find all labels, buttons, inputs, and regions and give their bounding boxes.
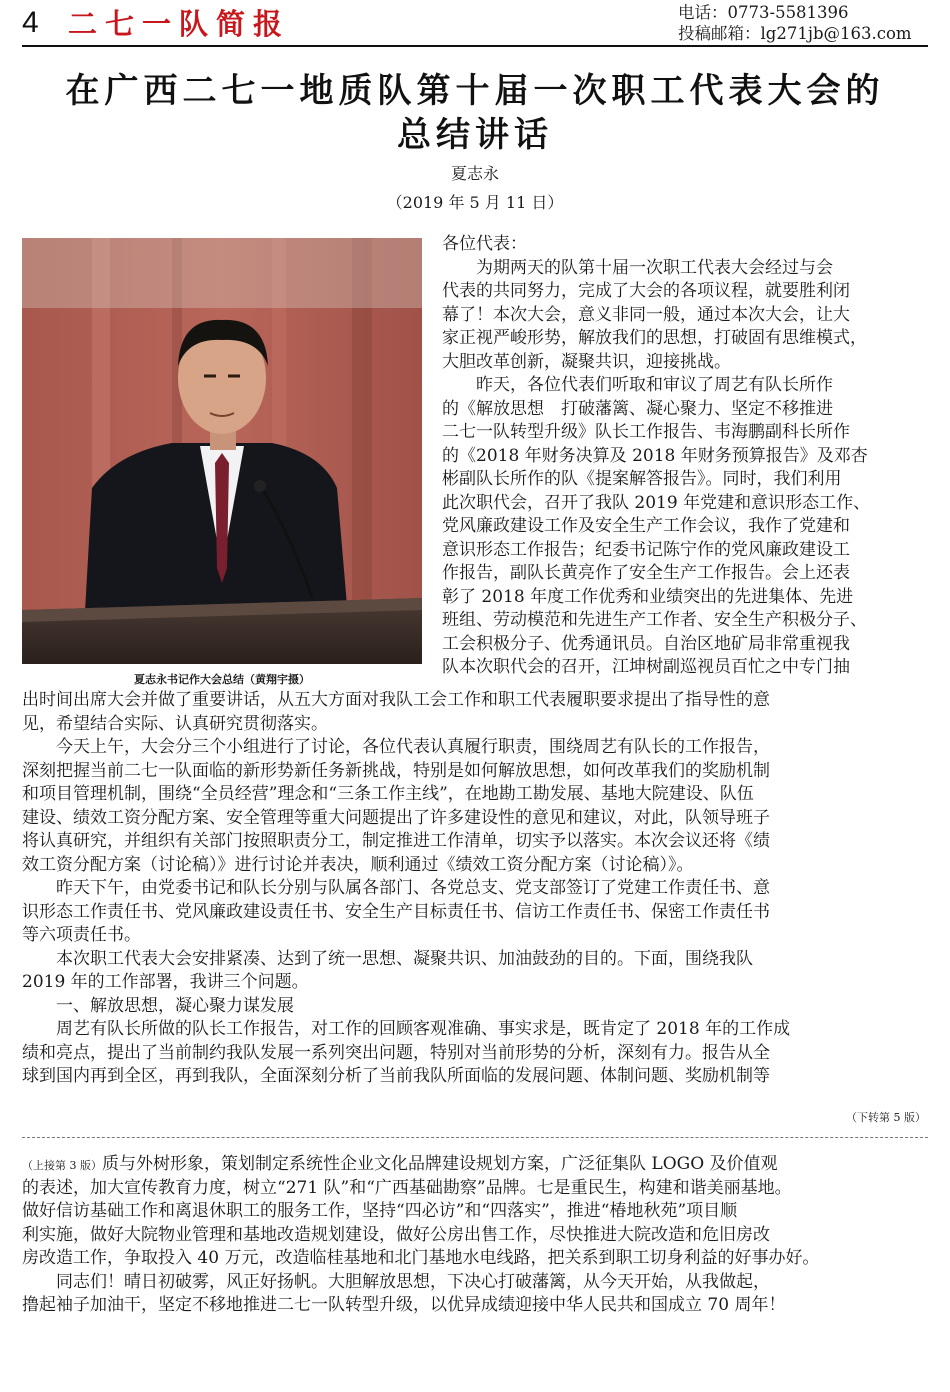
continued-on-note: （下转第 5 版）	[846, 1111, 926, 1124]
paper-name: 二七一队简报	[68, 7, 291, 41]
text-line: 的《2018 年财务决算及 2018 年财务预算报告》及邓杏	[442, 445, 868, 466]
text-line: 昨天，各位代表们听取和审议了周艺有队长所作	[442, 375, 833, 395]
text-line: 家正视严峻形势，解放我们的思想，打破固有思维模式，	[442, 328, 867, 348]
speaker-photo-image	[22, 238, 422, 664]
text-line: 等六项责任书。	[22, 925, 141, 945]
text-line: 建设、绩效工资分配方案、安全管理等重大问题提出了许多建设性的意见和建议，对此，队领导班子	[22, 807, 770, 828]
text-line: 撸起袖子加油干，坚定不移地推进二七一队转型升级，以优异成绩迎接中华人民共和国成立 70 周年！	[22, 1295, 786, 1315]
text-line: 同志们！晴日初破雾，风正好扬帆。大胆解放思想，下决心打破藩篱，从今天开始，从我做起，	[22, 1271, 770, 1292]
text-line: 昨天下午，由党委书记和队长分别与队属各部门、各党总支、党支部签订了党建工作责任书、意	[22, 878, 770, 898]
text-line: 党风廉政建设工作及安全生产工作会议，我作了党建和	[442, 516, 850, 536]
text-line: 幕了！本次大会，意义非同一般，通过本次大会，让大	[442, 304, 850, 325]
speaker-photo	[22, 238, 422, 664]
text-line: 深刻把握当前二七一队面临的新形势新任务新挑战，特别是如何解放思想，如何改革我们的奖励机制	[22, 760, 770, 781]
text-line: 识形态工作责任书、党风廉政建设责任书、安全生产目标责任书、信访工作责任书、保密工作责任书	[22, 901, 770, 922]
text-line: 的表述，加大宣传教育力度，树立“271 队”和“广西基础勘察”品牌。七是重民生，构建和谐美丽基地。	[22, 1177, 792, 1198]
text-line: 代表的共同努力，完成了大会的各项议程，就要胜利闭	[442, 281, 850, 301]
speech-date: （2019 年 5 月 11 日）	[386, 193, 564, 212]
text-line: 二七一队转型升级》队长工作报告、韦海鹏副科长所作	[442, 422, 850, 442]
author: 夏志永	[450, 164, 499, 183]
text-line: 绩和亮点，提出了当前制约我队发展一系列突出问题，特别对当前形势的分析，深刻有力。报告从全	[22, 1042, 770, 1063]
text-line: 队本次职代会的召开，江坤树副巡视员百忙之中专门抽	[442, 657, 850, 677]
text-line: 周艺有队长所做的队长工作报告，对工作的回顾客观准确、事实求是，既肯定了 2018 年的工作成	[22, 1019, 791, 1039]
text-line: 见，希望结合实际、认真研究贯彻落实。	[22, 713, 328, 734]
text-line: 球到国内再到全区，再到我队，全面深刻分析了当前我队所面临的发展问题、体制问题、奖励机制等	[22, 1066, 770, 1086]
masthead	[22, 0, 928, 46]
text-line: 意识形态工作报告；纪委书记陈宁作的党风廉政建设工	[442, 539, 850, 560]
text-line: 各位代表：	[442, 234, 527, 254]
text-line: 彰了 2018 年度工作优秀和业绩突出的先进集体、先进	[442, 586, 854, 607]
text-line: 今天上午，大会分三个小组进行了讨论，各位代表认真履行职责，围绕周艺有队长的工作报告，	[22, 737, 770, 757]
text-line: 为期两天的队第十届一次职工代表大会经过与会	[442, 257, 833, 278]
photo-caption: 夏志永书记作大会总结（黄翔宇摄）	[134, 673, 310, 686]
text-line: 此次职代会，召开了我队 2019 年党建和意识形态工作、	[442, 492, 871, 513]
text-line: 做好信访基础工作和离退休职工的服务工作，坚持“四必访”和“四落实”，推进“椿地秋苑”项目顺	[22, 1201, 738, 1221]
section-divider	[22, 1137, 928, 1138]
text-line: 班组、劳动模范和先进生产工作者、安全生产积极分子、	[442, 610, 867, 630]
text-line: 出时间出席大会并做了重要讲话，从五大方面对我队工会工作和职工代表履职要求提出了指导性的意	[22, 690, 770, 710]
text-line: 和项目管理机制，围绕“全员经营”理念和“三条工作主线”，在地勘工勘发展、基地大院建设、队伍	[22, 784, 754, 804]
text-line: 房改造工作，争取投入 40 万元，改造临桂基地和北门基地水电线路，把关系到职工切身利益的好事办好。	[22, 1248, 820, 1268]
page-number: 4	[22, 6, 39, 39]
text-line: 工会积极分子、优秀通讯员。自治区地矿局非常重视我	[442, 633, 850, 654]
text-line: 利实施，做好大院物业管理和基地改造规划建设，做好公房出售工作，尽快推进大院改造和危旧房改	[22, 1224, 770, 1245]
text-line: 大胆改革创新，凝聚共识，迎接挑战。	[442, 351, 731, 372]
email-line: 投稿邮箱：lg271jb@163.com	[678, 24, 912, 43]
text-line: 作报告，副队长黄亮作了安全生产工作报告。会上还表	[442, 563, 850, 583]
text-line: 效工资分配方案（讨论稿）》进行讨论并表决，顺利通过《绩效工资分配方案（讨论稿）》。	[22, 854, 694, 875]
text-line: 2019 年的工作部署，我讲三个问题。	[22, 972, 309, 992]
text-line: 本次职工代表大会安排紧凑、达到了统一思想、凝聚共识、加油鼓劲的目的。下面，围绕我队	[22, 948, 753, 969]
continuation-first-line	[22, 1153, 926, 1177]
article-title-line-2: 总结讲话	[397, 115, 553, 155]
contact-info	[678, 2, 928, 44]
text-line: 将认真研究，并组织有关部门按照职责分工，制定推进工作清单，切实予以落实。本次会议还将《绩	[22, 831, 770, 851]
text-line: 彬副队长所作的队《提案解答报告》。同时，我们利用	[442, 469, 842, 489]
continued-from-note: （上接第 3 版）	[22, 1159, 102, 1172]
section-heading: 一、解放思想，凝心聚力谋发展	[22, 995, 294, 1016]
continuation-text: 质与外树形象，策划制定系统性企业文化品牌建设规划方案，广泛征集队 LOGO 及价值观	[102, 1154, 778, 1174]
header-rule	[22, 45, 928, 47]
phone-line: 电话：0773-5581396	[678, 3, 849, 22]
text-line: 的《解放思想 打破藩篱、凝心聚力、坚定不移推进	[442, 398, 833, 419]
article-title-line-1: 在广西二七一地质队第十届一次职工代表大会的	[65, 71, 885, 111]
